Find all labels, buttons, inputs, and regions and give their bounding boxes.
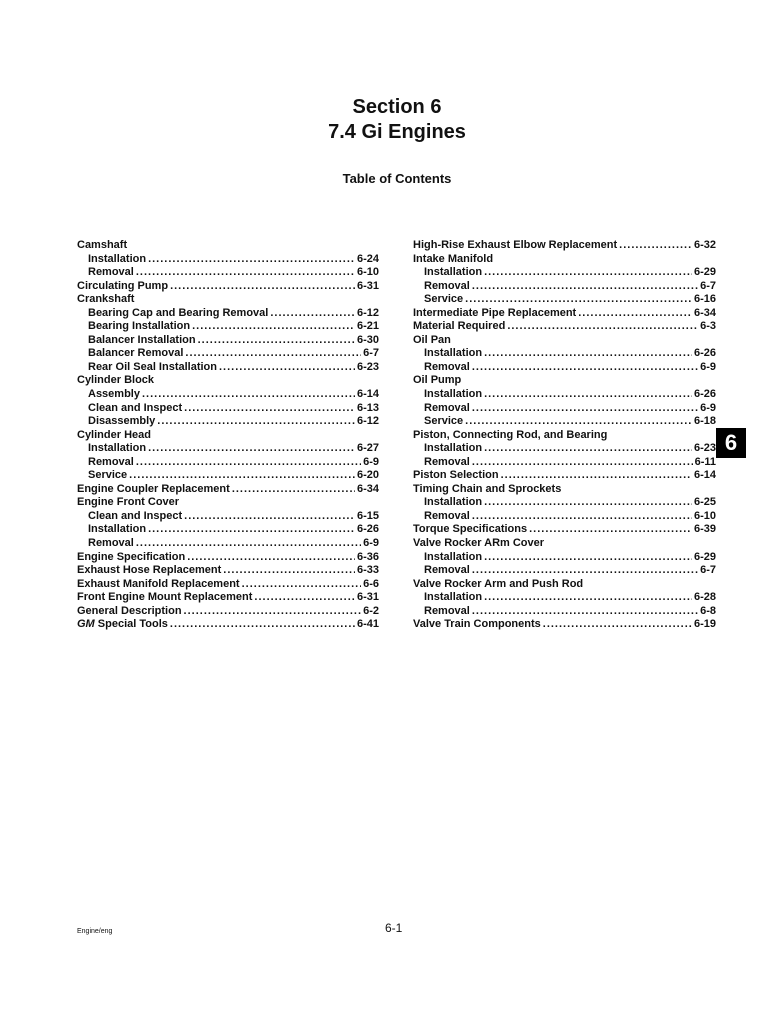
toc-page-number: 6-41 bbox=[356, 618, 379, 631]
toc-page-number: 6-14 bbox=[693, 469, 716, 482]
dot-leader bbox=[507, 320, 698, 334]
toc-page-number: 6-7 bbox=[700, 564, 716, 577]
toc-entry-label: General Description bbox=[77, 604, 182, 617]
dot-leader bbox=[198, 334, 355, 348]
toc-entry[interactable] bbox=[413, 239, 716, 253]
toc-entry[interactable] bbox=[413, 320, 716, 334]
toc-entry-label: Oil Pump bbox=[413, 374, 462, 387]
dot-leader bbox=[148, 523, 355, 537]
toc-subentry[interactable] bbox=[413, 591, 716, 605]
toc-entry-label: Removal bbox=[424, 279, 470, 292]
toc-entry-label: Service bbox=[424, 415, 464, 428]
dot-leader bbox=[184, 605, 362, 619]
toc-subentry[interactable] bbox=[77, 307, 379, 321]
dot-leader bbox=[184, 510, 355, 524]
toc-entry-label: Installation bbox=[424, 388, 483, 401]
toc-page-number: 6-24 bbox=[356, 252, 379, 265]
toc-entry-label: Bearing Cap and Bearing Removal bbox=[88, 306, 269, 319]
dot-leader bbox=[170, 618, 355, 632]
toc-page-number: 6-8 bbox=[700, 604, 716, 617]
toc-entry[interactable] bbox=[77, 618, 379, 632]
toc-entry-label: Installation bbox=[88, 523, 147, 536]
toc-entry-label: Removal bbox=[424, 509, 470, 522]
dot-leader bbox=[472, 402, 698, 416]
toc-entry-label-italic: GM bbox=[77, 618, 95, 631]
toc-page-number: 6-9 bbox=[363, 455, 379, 468]
toc-page-number: 6-32 bbox=[693, 239, 716, 251]
toc-entry[interactable] bbox=[77, 374, 379, 388]
dot-leader bbox=[184, 402, 355, 416]
toc-left-column bbox=[77, 239, 379, 632]
toc-page-number: 6-33 bbox=[356, 564, 379, 577]
footer-doc-code: Engine/eng bbox=[77, 928, 113, 935]
toc-entry-label: Intake Manifold bbox=[413, 252, 494, 265]
toc-page-number: 6-13 bbox=[356, 401, 379, 414]
dot-leader bbox=[185, 347, 361, 361]
dot-leader bbox=[472, 564, 698, 578]
toc-entry[interactable] bbox=[77, 551, 379, 565]
toc-subentry[interactable] bbox=[77, 510, 379, 524]
toc-page-number: 6-7 bbox=[700, 279, 716, 292]
toc-page-number: 6-23 bbox=[693, 442, 716, 455]
dot-leader bbox=[157, 415, 355, 429]
toc-entry[interactable] bbox=[413, 253, 716, 267]
toc-subentry[interactable] bbox=[77, 253, 379, 267]
toc-entry[interactable] bbox=[413, 469, 716, 483]
toc-entry-label: Installation bbox=[424, 550, 483, 563]
dot-leader bbox=[223, 564, 355, 578]
toc-subentry[interactable] bbox=[413, 456, 716, 470]
toc-page-number: 6-26 bbox=[693, 388, 716, 401]
dot-leader bbox=[148, 442, 355, 456]
toc-entry-label: Removal bbox=[424, 455, 470, 468]
toc-subentry[interactable] bbox=[413, 388, 716, 402]
toc-entry[interactable] bbox=[413, 429, 716, 443]
dot-leader bbox=[136, 266, 355, 280]
toc-subentry[interactable] bbox=[77, 442, 379, 456]
toc-subentry[interactable] bbox=[413, 293, 716, 307]
toc-entry[interactable] bbox=[77, 496, 379, 510]
toc-page-number: 6-34 bbox=[693, 306, 716, 319]
toc-entry-label bbox=[77, 618, 168, 632]
toc-subentry[interactable] bbox=[413, 361, 716, 375]
page-title: 7.4 Gi Engines bbox=[328, 121, 466, 143]
toc-entry-label: Piston Selection bbox=[413, 469, 499, 482]
dot-leader bbox=[170, 280, 355, 294]
toc-entry-label: Camshaft bbox=[77, 239, 128, 251]
toc-entry[interactable] bbox=[77, 483, 379, 497]
toc-entry-label: Removal bbox=[424, 401, 470, 414]
toc-entry-label: Removal bbox=[88, 537, 134, 550]
dot-leader bbox=[136, 456, 361, 470]
toc-entry-label: Piston, Connecting Rod, and Bearing bbox=[413, 428, 608, 441]
toc-entry-label: Exhaust Manifold Replacement bbox=[77, 577, 240, 590]
toc-entry-label: Timing Chain and Sprockets bbox=[413, 482, 562, 495]
toc-entry-label: High-Rise Exhaust Elbow Replacement bbox=[413, 239, 618, 251]
toc-page-number: 6-18 bbox=[693, 415, 716, 428]
dot-leader bbox=[129, 469, 355, 483]
toc-entry[interactable] bbox=[413, 523, 716, 537]
toc-entry[interactable] bbox=[77, 605, 379, 619]
dot-leader bbox=[472, 361, 698, 375]
toc-subentry[interactable] bbox=[413, 402, 716, 416]
toc-page-number: 6-2 bbox=[363, 604, 379, 617]
dot-leader bbox=[484, 442, 692, 456]
toc-entry[interactable] bbox=[77, 591, 379, 605]
toc-page-number: 6-12 bbox=[356, 306, 379, 319]
dot-leader bbox=[484, 496, 692, 510]
dot-leader bbox=[501, 469, 692, 483]
toc-subentry[interactable] bbox=[77, 456, 379, 470]
dot-leader bbox=[270, 307, 355, 321]
toc-entry[interactable] bbox=[413, 334, 716, 348]
dot-leader bbox=[578, 307, 692, 321]
toc-entry-label: Removal bbox=[88, 455, 134, 468]
toc-entry-label: Installation bbox=[424, 442, 483, 455]
toc-entry-label: Exhaust Hose Replacement bbox=[77, 564, 222, 577]
toc-subentry[interactable] bbox=[413, 496, 716, 510]
toc-subentry[interactable] bbox=[413, 564, 716, 578]
toc-subentry[interactable] bbox=[77, 415, 379, 429]
dot-leader bbox=[484, 266, 692, 280]
toc-entry-label: Installation bbox=[88, 442, 147, 455]
toc-entry-label: Removal bbox=[424, 360, 470, 373]
toc-entry-label: Removal bbox=[424, 604, 470, 617]
toc-right-column bbox=[413, 239, 716, 632]
dot-leader bbox=[472, 280, 698, 294]
toc-entry[interactable] bbox=[413, 578, 716, 592]
toc-page-number: 6-7 bbox=[363, 347, 379, 360]
toc-entry-label: Cylinder Head bbox=[77, 428, 151, 441]
toc-entry-label: Installation bbox=[424, 347, 483, 360]
toc-entry-label: Installation bbox=[424, 266, 483, 279]
toc-entry-label: Valve Train Components bbox=[413, 618, 541, 631]
toc-entry[interactable] bbox=[77, 429, 379, 443]
toc-subentry[interactable] bbox=[413, 347, 716, 361]
toc-subentry[interactable] bbox=[77, 388, 379, 402]
dot-leader bbox=[465, 293, 692, 307]
toc-page-number: 6-11 bbox=[694, 455, 716, 468]
toc-page-number: 6-12 bbox=[356, 415, 379, 428]
dot-leader bbox=[529, 523, 692, 537]
toc-entry-label: Balancer Removal bbox=[88, 347, 184, 360]
toc-entry-label: Service bbox=[88, 469, 128, 482]
toc-page-number: 6-25 bbox=[693, 496, 716, 509]
dot-leader bbox=[192, 320, 355, 334]
toc-entry-label: Front Engine Mount Replacement bbox=[77, 591, 253, 604]
toc-entry[interactable] bbox=[413, 307, 716, 321]
toc-subentry[interactable] bbox=[77, 266, 379, 280]
toc-entry-label: Removal bbox=[424, 564, 470, 577]
toc-page-number: 6-9 bbox=[700, 360, 716, 373]
toc-page-number: 6-15 bbox=[356, 509, 379, 522]
dot-leader bbox=[136, 537, 361, 551]
dot-leader bbox=[254, 591, 355, 605]
toc-page-number: 6-29 bbox=[693, 266, 716, 279]
toc-subentry[interactable] bbox=[77, 334, 379, 348]
toc-entry-label: Disassembly bbox=[88, 415, 156, 428]
toc-entry-label: Removal bbox=[88, 266, 134, 279]
toc-entry-label: Engine Front Cover bbox=[77, 496, 180, 509]
toc-subentry[interactable] bbox=[413, 551, 716, 565]
toc-entry[interactable] bbox=[77, 293, 379, 307]
toc-entry-label: Crankshaft bbox=[77, 293, 135, 306]
toc-page-number: 6-23 bbox=[356, 360, 379, 373]
dot-leader bbox=[219, 361, 355, 375]
toc-page-number: 6-16 bbox=[693, 293, 716, 306]
toc-entry-label: Bearing Installation bbox=[88, 320, 191, 333]
toc-entry[interactable] bbox=[413, 537, 716, 551]
dot-leader bbox=[484, 591, 692, 605]
toc-entry[interactable] bbox=[77, 280, 379, 294]
toc-page-number: 6-39 bbox=[693, 523, 716, 536]
dot-leader bbox=[484, 347, 692, 361]
toc-subentry[interactable] bbox=[413, 510, 716, 524]
dot-leader bbox=[472, 456, 693, 470]
toc-page-number: 6-29 bbox=[693, 550, 716, 563]
toc-page-number: 6-21 bbox=[356, 320, 379, 333]
toc-entry[interactable] bbox=[77, 239, 379, 253]
toc-entry-label: Installation bbox=[424, 591, 483, 604]
toc-page-number: 6-31 bbox=[356, 591, 379, 604]
toc-entry-label: Installation bbox=[88, 252, 147, 265]
dot-leader bbox=[543, 618, 692, 632]
toc-page-number: 6-30 bbox=[356, 333, 379, 346]
toc-subentry[interactable] bbox=[77, 320, 379, 334]
toc-entry-label: Valve Rocker ARm Cover bbox=[413, 537, 545, 550]
toc-subentry[interactable] bbox=[413, 605, 716, 619]
dot-leader bbox=[148, 253, 355, 267]
dot-leader bbox=[484, 388, 692, 402]
toc-page-number: 6-36 bbox=[356, 550, 379, 563]
toc-entry-label: Intermediate Pipe Replacement bbox=[413, 306, 577, 319]
dot-leader bbox=[242, 578, 362, 592]
toc-heading: Table of Contents bbox=[342, 171, 452, 186]
toc-page-number: 6-10 bbox=[356, 266, 379, 279]
toc-entry-label: Cylinder Block bbox=[77, 374, 155, 387]
toc-entry-label-text: Special Tools bbox=[94, 618, 168, 631]
toc-page-number: 6-20 bbox=[356, 469, 379, 482]
toc-entry-label: Circulating Pump bbox=[77, 279, 169, 292]
toc-entry-label: Oil Pan bbox=[413, 333, 451, 346]
toc-entry-label: Engine Specification bbox=[77, 550, 186, 563]
toc-entry-label: Clean and Inspect bbox=[88, 401, 183, 414]
toc-entry[interactable] bbox=[413, 374, 716, 388]
dot-leader bbox=[484, 551, 692, 565]
toc-page-number: 6-9 bbox=[700, 401, 716, 414]
toc-subentry[interactable] bbox=[413, 280, 716, 294]
toc-page-number: 6-19 bbox=[693, 618, 716, 631]
toc-entry-label: Engine Coupler Replacement bbox=[77, 482, 230, 495]
toc-entry[interactable] bbox=[413, 483, 716, 497]
toc-page-number: 6-9 bbox=[363, 537, 379, 550]
toc-page-number: 6-3 bbox=[700, 320, 716, 333]
toc-page-number: 6-26 bbox=[356, 523, 379, 536]
toc-entry-label: Clean and Inspect bbox=[88, 509, 183, 522]
section-tab-badge: 6 bbox=[716, 428, 746, 458]
toc-page-number: 6-27 bbox=[356, 442, 379, 455]
toc-entry-label: Torque Specifications bbox=[413, 523, 528, 536]
toc-page-number: 6-28 bbox=[693, 591, 716, 604]
dot-leader bbox=[472, 510, 692, 524]
toc-entry[interactable] bbox=[77, 578, 379, 592]
page-number: 6-1 bbox=[385, 921, 403, 935]
toc-subentry[interactable] bbox=[77, 347, 379, 361]
toc-subentry[interactable] bbox=[77, 361, 379, 375]
toc-entry-label: Balancer Installation bbox=[88, 333, 196, 346]
toc-page-number: 6-34 bbox=[356, 482, 379, 495]
toc-subentry[interactable] bbox=[413, 415, 716, 429]
toc-subentry[interactable] bbox=[77, 469, 379, 483]
dot-leader bbox=[619, 239, 692, 253]
toc-entry-label: Material Required bbox=[413, 320, 506, 333]
toc-entry-label: Service bbox=[424, 293, 464, 306]
toc-page-number: 6-26 bbox=[693, 347, 716, 360]
section-title: Section 6 bbox=[352, 96, 442, 118]
toc-page-number: 6-6 bbox=[363, 577, 379, 590]
dot-leader bbox=[465, 415, 692, 429]
toc-subentry[interactable] bbox=[413, 266, 716, 280]
dot-leader bbox=[232, 483, 355, 497]
toc-entry[interactable] bbox=[413, 618, 716, 632]
toc-entry-label: Valve Rocker Arm and Push Rod bbox=[413, 577, 584, 590]
toc-entry[interactable] bbox=[77, 564, 379, 578]
toc-page-number: 6-31 bbox=[356, 279, 379, 292]
toc-entry-label: Assembly bbox=[88, 388, 140, 401]
dot-leader bbox=[472, 605, 698, 619]
toc-subentry[interactable] bbox=[77, 402, 379, 416]
toc-entry-label: Rear Oil Seal Installation bbox=[88, 360, 217, 373]
toc-page-number: 6-14 bbox=[356, 388, 379, 401]
toc-subentry[interactable] bbox=[77, 537, 379, 551]
toc-entry-label: Installation bbox=[424, 496, 483, 509]
toc-subentry[interactable] bbox=[77, 523, 379, 537]
toc-page-number: 6-10 bbox=[693, 509, 716, 522]
toc-subentry[interactable] bbox=[413, 442, 716, 456]
dot-leader bbox=[187, 551, 355, 565]
dot-leader bbox=[142, 388, 355, 402]
